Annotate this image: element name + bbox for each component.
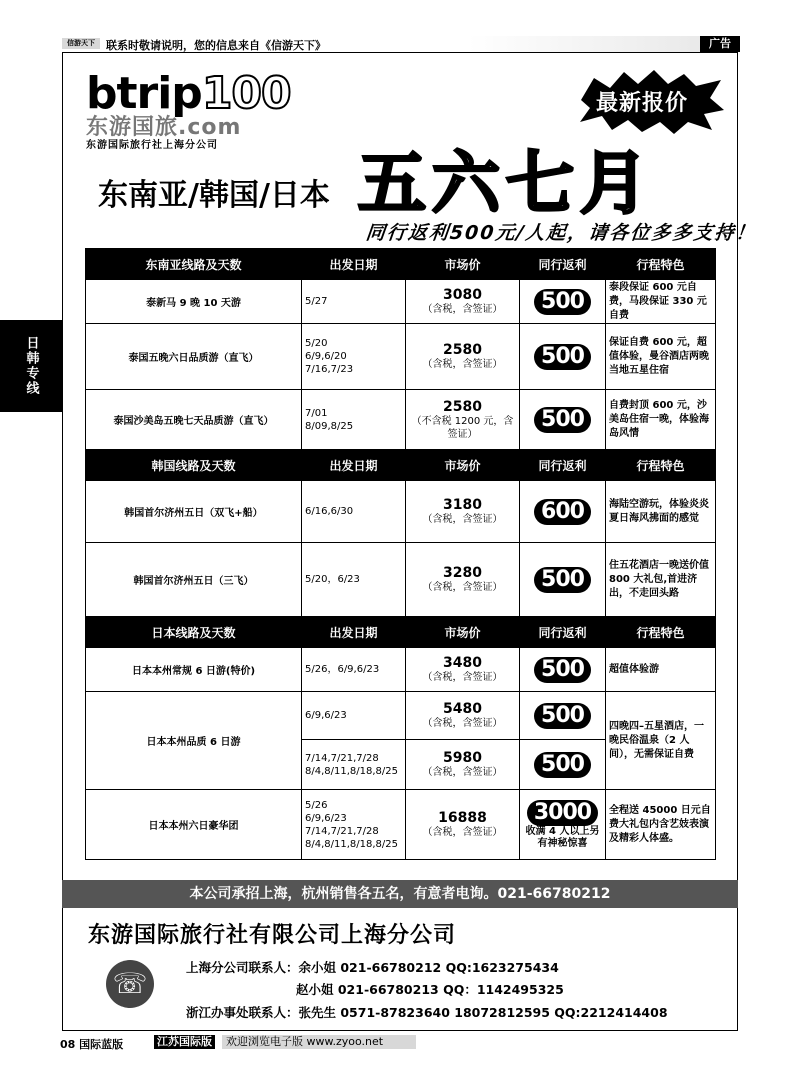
market-price: 3080	[443, 287, 482, 303]
column-header: 出发日期	[302, 617, 406, 648]
column-header: 市场价	[406, 450, 520, 481]
contact-line-1: 上海分公司联系人：余小姐 021-66780212 QQ:1623275434	[186, 960, 559, 975]
table-row	[86, 324, 716, 390]
market-price: 3280	[443, 565, 482, 581]
market-price-cell	[406, 692, 520, 740]
departure-dates: 5/26 6/9,6/23 7/14,7/21,7/28 8/4,8/11,8/18,8/25	[302, 790, 406, 860]
price-note: （含税，含签证）	[422, 582, 503, 593]
departure-dates: 5/20，6/23	[302, 543, 406, 617]
route-name: 韩国首尔济州五日（三飞）	[86, 543, 302, 617]
edition-tag: 江苏国际版	[154, 1035, 215, 1049]
rebate-note: 收满 4 人以上另有神秘惊喜	[525, 825, 600, 849]
rebate-cell	[520, 790, 606, 860]
feature-text: 全程送 45000 日元自费大礼包内含艺妓表演及精彩人体盛。	[606, 790, 716, 860]
column-header: 出发日期	[302, 450, 406, 481]
rebate-cell	[520, 543, 606, 617]
company-name: 东游国际旅行社有限公司上海分公司	[88, 923, 457, 948]
column-header: 出发日期	[302, 249, 406, 280]
route-name: 日本本州六日豪华团	[86, 790, 302, 860]
ad-tag: 广告	[700, 36, 740, 52]
route-name: 日本本州品质 6 日游	[86, 692, 302, 790]
market-price-cell	[406, 740, 520, 790]
market-price: 2580	[443, 398, 482, 415]
market-price: 5980	[443, 750, 482, 766]
price-note: （含税，含签证）	[422, 672, 503, 683]
departure-dates: 7/01 8/09,8/25	[302, 390, 406, 450]
price-note: （含税，含签证）	[422, 827, 503, 838]
column-header: 同行返利	[520, 450, 606, 481]
table-row	[86, 390, 716, 450]
price-note: （含税，含签证）	[422, 359, 503, 370]
months-title: 五六七月	[358, 145, 655, 224]
price-note: （不含税 1200 元，含签证）	[411, 415, 514, 440]
slogan: 同行返利500元/人起，请各位多多支持！	[364, 222, 758, 244]
page-number: 08 国际蓝版	[60, 1038, 124, 1051]
market-price: 5480	[443, 701, 482, 717]
region-title: 东南亚/韩国/日本	[98, 178, 330, 213]
table-row	[86, 790, 716, 860]
rebate-value: 600	[534, 499, 591, 525]
column-header: 东南亚线路及天数	[86, 249, 302, 280]
departure-dates: 5/27	[302, 280, 406, 324]
market-price: 3480	[443, 655, 482, 671]
site-link[interactable]: 欢迎浏览电子版 www.zyoo.net	[222, 1035, 416, 1049]
column-header: 市场价	[406, 249, 520, 280]
market-price-cell	[406, 324, 520, 390]
departure-dates: 5/26，6/9,6/23	[302, 648, 406, 692]
source-notice: 联系时敬请说明，您的信息来自《信游天下》	[106, 39, 326, 52]
feature-text: 超值体验游	[606, 648, 716, 692]
market-price-cell	[406, 543, 520, 617]
rebate-cell	[520, 390, 606, 450]
market-price-cell	[406, 390, 520, 450]
column-header: 市场价	[406, 617, 520, 648]
market-price: 2580	[443, 342, 482, 358]
rebate-cell	[520, 324, 606, 390]
rebate-value: 500	[534, 703, 591, 729]
brand-logo-text: btrip	[86, 68, 202, 119]
rebate-value: 500	[534, 407, 591, 433]
feature-text: 住五花酒店一晚送价值 800 大礼包,首进济出，不走回头路	[606, 543, 716, 617]
column-header: 同行返利	[520, 617, 606, 648]
route-name: 泰国五晚六日品质游（直飞）	[86, 324, 302, 390]
feature-text: 四晚四–五星酒店，一晚民俗温泉（2 人间），无需保证自费	[606, 692, 716, 790]
feature-text: 保证自费 600 元，超值体验，曼谷酒店两晚当地五星住宿	[606, 324, 716, 390]
rebate-value: 500	[534, 657, 591, 683]
price-note: （含税，含签证）	[422, 718, 503, 729]
price-table	[85, 248, 716, 860]
feature-text: 泰段保证 600 元自费，马段保证 330 元自费	[606, 280, 716, 324]
phone-icon: ☏	[106, 960, 154, 1008]
rebate-cell	[520, 648, 606, 692]
route-name: 日本本州常规 6 日游(特价)	[86, 648, 302, 692]
contact-line-2: 赵小姐 021-66780213 QQ：1142495325	[296, 982, 564, 997]
price-note: （含税，含签证）	[422, 767, 503, 778]
rebate-value: 500	[534, 752, 591, 778]
departure-dates: 6/9,6/23	[302, 692, 406, 740]
rebate-value: 500	[534, 567, 591, 593]
rebate-value: 500	[534, 344, 591, 370]
rebate-cell	[520, 280, 606, 324]
mini-logo: 信游天下	[62, 38, 100, 49]
rebate-cell	[520, 740, 606, 790]
market-price-cell	[406, 648, 520, 692]
market-price-cell	[406, 790, 520, 860]
column-header: 同行返利	[520, 249, 606, 280]
column-header: 行程特色	[606, 249, 716, 280]
market-price: 3180	[443, 497, 482, 513]
column-header: 韩国线路及天数	[86, 450, 302, 481]
feature-text: 海陆空游玩，体验炎炎夏日海风拂面的感觉	[606, 481, 716, 543]
table-row	[86, 280, 716, 324]
departure-dates: 6/16,6/30	[302, 481, 406, 543]
table-row	[86, 481, 716, 543]
section-header-row	[86, 249, 716, 280]
departure-dates: 7/14,7/21,7/28 8/4,8/11,8/18,8/25	[302, 740, 406, 790]
brand-logo-num: 100	[201, 68, 291, 119]
route-name: 泰国沙美岛五晚七天品质游（直飞）	[86, 390, 302, 450]
rebate-cell	[520, 481, 606, 543]
market-price-cell	[406, 481, 520, 543]
table-row	[86, 648, 716, 692]
brand-domain: 东游国旅.com	[86, 115, 242, 140]
price-note: （含税，含签证）	[422, 304, 503, 315]
section-header-row	[86, 617, 716, 648]
top-bar	[62, 36, 738, 53]
price-note: （含税，含签证）	[422, 514, 503, 525]
column-header: 行程特色	[606, 450, 716, 481]
departure-dates: 5/20 6/9,6/20 7/16,7/23	[302, 324, 406, 390]
recruit-banner: 本公司承招上海，杭州销售各五名，有意者电询。021-66780212	[62, 880, 738, 908]
feature-text: 自费封顶 600 元，沙美岛住宿一晚，体验海岛风情	[606, 390, 716, 450]
latest-price-badge: 最新报价	[596, 91, 689, 116]
side-tab: 日韩专线	[0, 320, 62, 412]
table-row	[86, 543, 716, 617]
rebate-value: 3000	[527, 800, 598, 826]
section-header-row	[86, 450, 716, 481]
column-header: 日本线路及天数	[86, 617, 302, 648]
rebate-value: 500	[534, 289, 591, 315]
brand-company: 东游国际旅行社上海分公司	[86, 140, 218, 151]
route-name: 韩国首尔济州五日（双飞+船）	[86, 481, 302, 543]
market-price-cell	[406, 280, 520, 324]
rebate-cell	[520, 692, 606, 740]
market-price: 16888	[438, 810, 487, 826]
route-name: 泰新马 9 晚 10 天游	[86, 280, 302, 324]
contact-line-3: 浙江办事处联系人：张先生 0571-87823640 18072812595 QQ:2212414408	[186, 1005, 668, 1020]
column-header: 行程特色	[606, 617, 716, 648]
table-row	[86, 692, 716, 740]
